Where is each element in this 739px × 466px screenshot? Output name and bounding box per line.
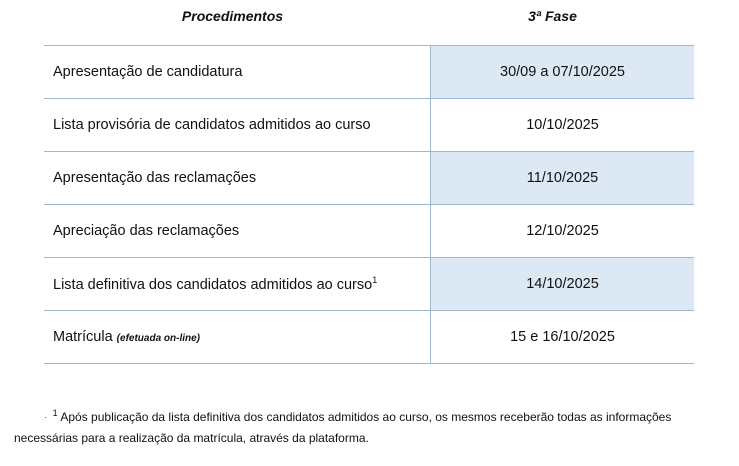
header-procedures: Procedimentos <box>181 8 284 24</box>
date-cell: 11/10/2025 <box>431 152 695 205</box>
table-row <box>44 258 694 311</box>
procedure-note: (efetuada on-line) <box>116 333 201 344</box>
footnote-bullet: · <box>44 413 47 423</box>
schedule-table <box>44 45 694 364</box>
date-cell: 12/10/2025 <box>431 205 695 258</box>
footnote-marker: 1 <box>52 408 58 418</box>
date-cell: 14/10/2025 <box>431 258 695 311</box>
table-row <box>44 46 694 99</box>
procedure-label: Matrícula <box>53 329 113 345</box>
table-row <box>44 99 694 152</box>
procedure-label: Apresentação das reclamações <box>53 170 257 186</box>
procedure-cell <box>44 311 431 364</box>
footnote-ref: 1 <box>372 275 378 286</box>
table-row <box>44 311 694 364</box>
date-cell: 30/09 a 07/10/2025 <box>431 46 695 99</box>
footnote <box>14 403 734 449</box>
footnote-line-1: Após publicação da lista definitiva dos candidatos admitidos ao curso, os mesmos receberão todas as informações <box>60 410 672 424</box>
procedure-label: Apreciação das reclamações <box>53 223 240 239</box>
table-row <box>44 152 694 205</box>
footnote-line-2: necessárias para a realização da matrícula, através da plataforma. <box>14 431 369 446</box>
date-cell: 10/10/2025 <box>431 99 695 152</box>
procedure-label: Lista provisória de candidatos admitidos ao curso <box>53 117 371 133</box>
procedure-cell <box>44 99 431 152</box>
table-row <box>44 205 694 258</box>
procedure-cell <box>44 258 431 311</box>
procedure-cell <box>44 152 431 205</box>
procedure-cell <box>44 205 431 258</box>
procedure-cell <box>44 46 431 99</box>
header-phase: 3ª Fase <box>528 8 577 24</box>
date-cell: 15 e 16/10/2025 <box>431 311 695 364</box>
procedure-label: Lista definitiva dos candidatos admitidos ao curso <box>53 276 373 293</box>
procedure-label: Apresentação de candidatura <box>53 64 243 80</box>
